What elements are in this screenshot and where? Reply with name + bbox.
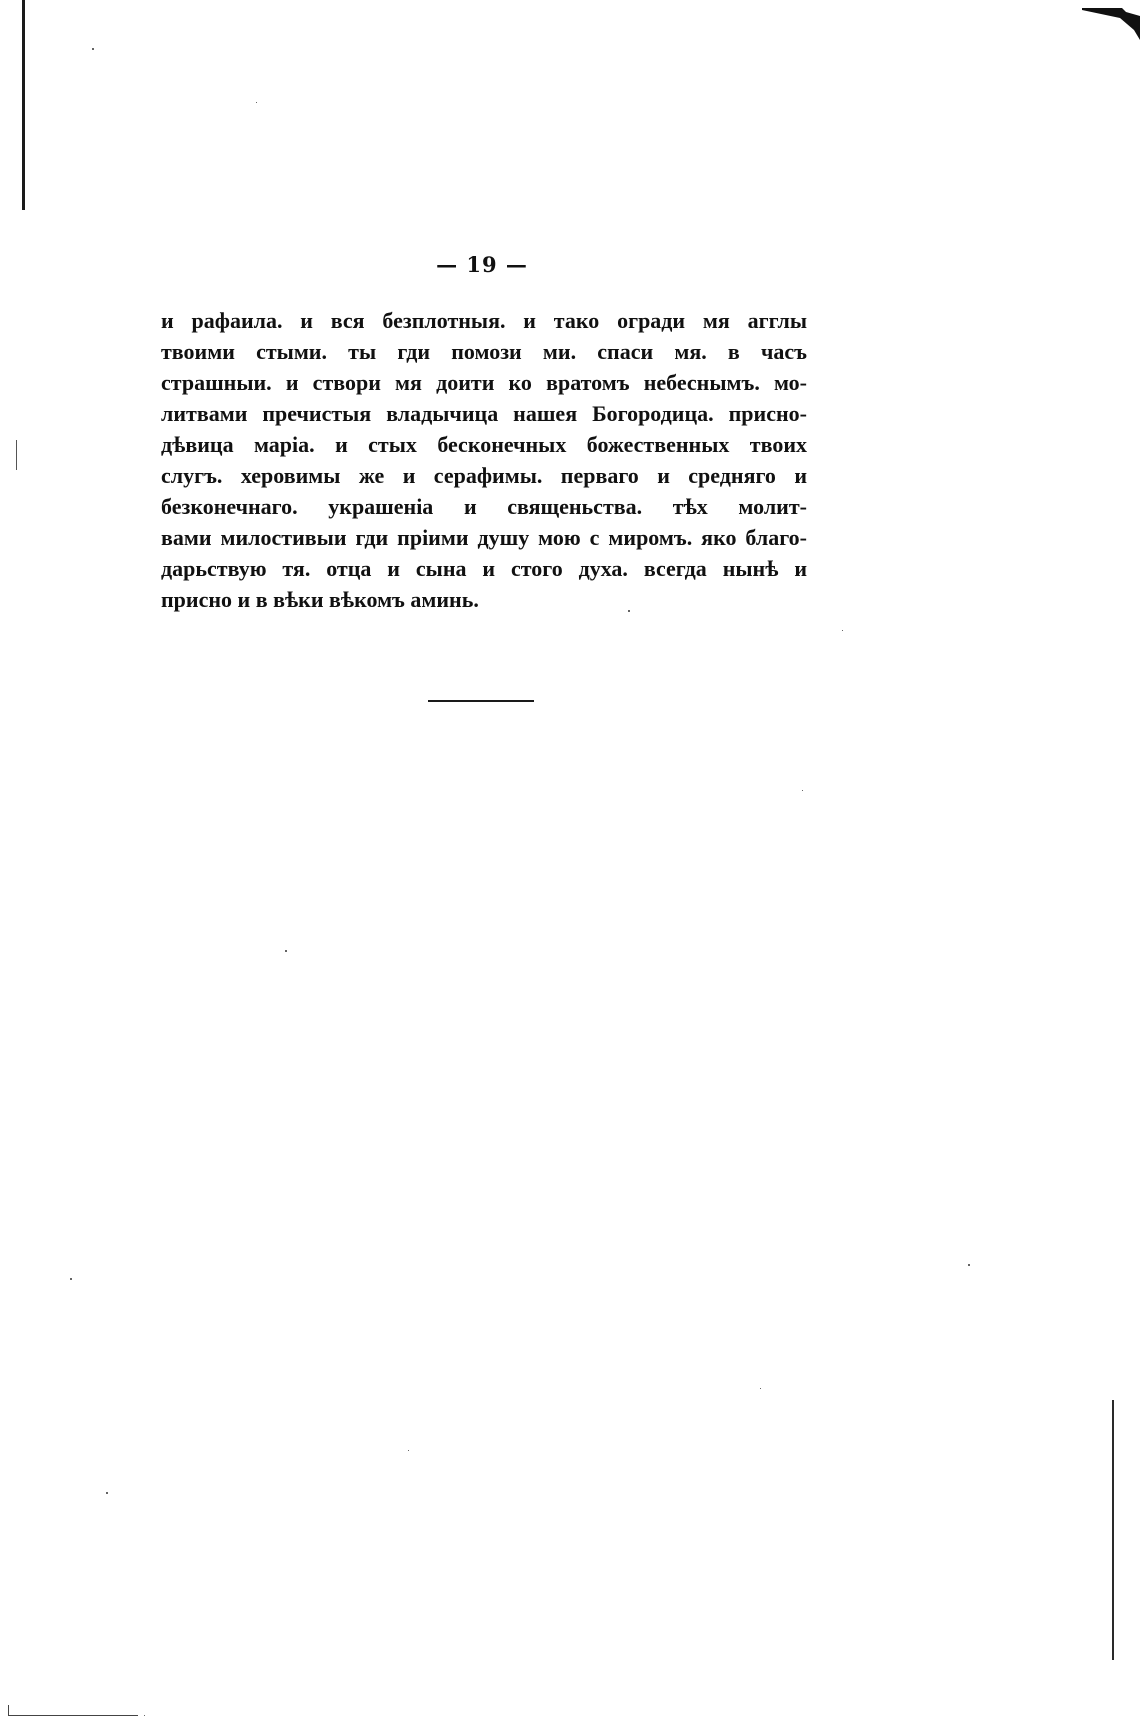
text-line: литвами пречистыя владычица нашея Богородица. присно- — [161, 401, 807, 426]
speck — [760, 1388, 761, 1389]
text-line: твоими стыми. ты гди помози ми. спаси мя. в часъ — [161, 339, 807, 364]
speck — [285, 950, 287, 952]
scan-corner-tick — [8, 1705, 9, 1715]
speck — [408, 1450, 409, 1451]
text-line: присно и в вѣки вѣкомъ аминь. — [161, 587, 479, 612]
scan-edge-mark-left — [16, 440, 17, 470]
scan-edge-shadow-left — [22, 0, 25, 210]
scan-corner-mark — [1082, 6, 1140, 40]
text-line: страшныи. и створи мя доити ко вратомъ небеснымъ. мо- — [161, 370, 807, 395]
speck — [968, 1264, 970, 1266]
page-number: — 19 — — [436, 252, 528, 277]
body-text — [161, 305, 807, 615]
speck — [144, 1715, 145, 1716]
speck — [106, 1492, 108, 1494]
scan-edge-shadow-right — [1112, 1400, 1114, 1660]
speck — [802, 790, 803, 791]
text-line: дарьствую тя. отца и сына и стого духа. всегда нынѣ и — [161, 556, 807, 581]
section-divider — [428, 700, 534, 702]
text-line: дѣвица марiа. и стых бесконечных божественных твоих — [161, 432, 807, 457]
text-line: слугъ. херовимы же и серафимы. перваго и средняго и — [161, 463, 807, 488]
text-line: безконечнаго. украшенiа и священьства. тѣх молит- — [161, 494, 807, 519]
speck — [842, 630, 843, 631]
speck — [256, 102, 257, 103]
scan-bottom-line — [8, 1715, 138, 1716]
speck — [92, 48, 94, 50]
speck — [70, 1278, 72, 1280]
text-line: и рафаила. и вся безплотныя. и тако огради мя агглы — [161, 308, 807, 333]
text-line: вами милостивыи гди прiими душу мою с миромъ. яко благо- — [161, 525, 807, 550]
